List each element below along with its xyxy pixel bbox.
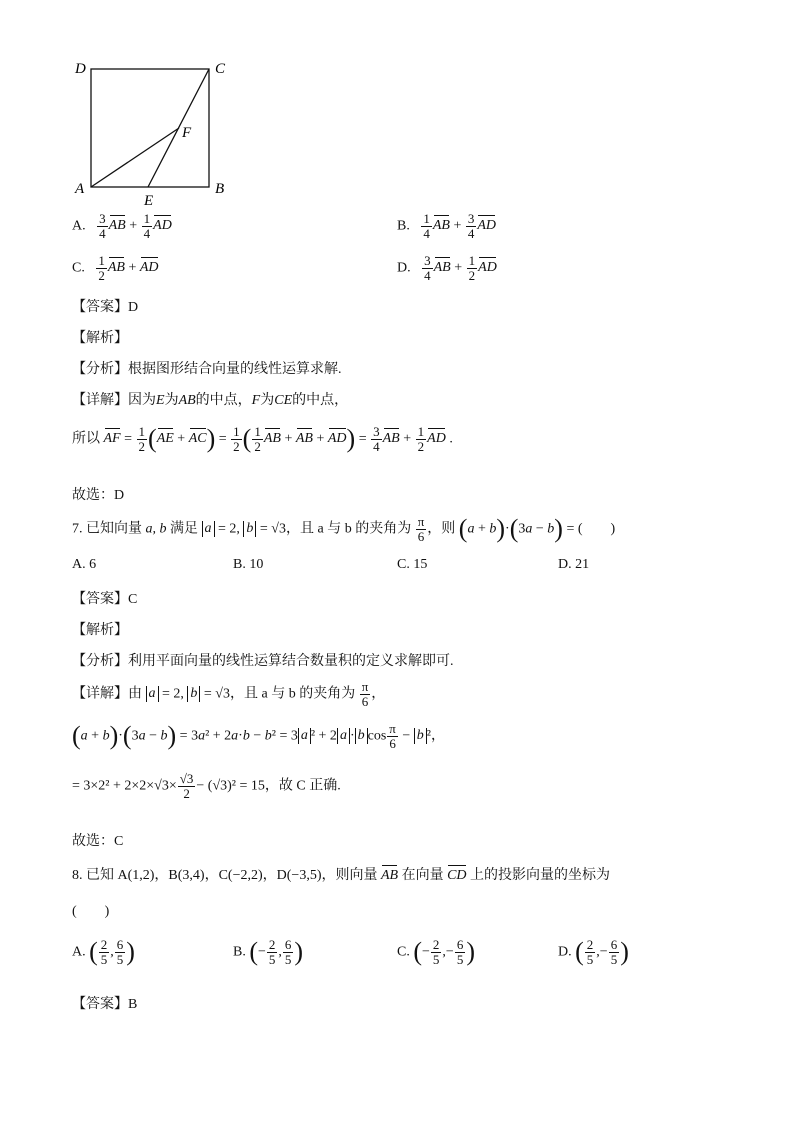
q7-option-c[interactable]: C. 15 <box>397 557 428 572</box>
q6-option-a[interactable]: A. $\frac{3}{4}$ AB + $\frac{1}{4}$ AD <box>72 211 172 241</box>
q7-result: = 3×2² + 2×2×√3× $\frac{√3}{2}$ − (√3)² = 15，故 C 正确. <box>72 771 341 801</box>
segment-af <box>91 128 179 187</box>
label-d: D <box>75 61 86 77</box>
q8-stem: 8. 已知 A(1,2)，B(3,4)，C(−2,2)，D(−3,5)，则向量 AB 在向量 CD 上的投影向量的坐标为 <box>72 868 611 883</box>
label-f: F <box>182 125 192 141</box>
q7-expansion: (a + b)·(3a − b) = 3a² + 2a·b − b² = 3 a ² + 2 a · b cos $\frac{\pi}{6}$ − b ²， <box>72 721 445 751</box>
label-a: A <box>75 181 85 197</box>
q6-answer: 【答案】D <box>72 300 139 315</box>
q8-option-c[interactable]: C. (− $\frac{2}{5}$ ,− $\frac{6}{5}$ ) <box>397 937 475 967</box>
q6-jiexi: 【解析】 <box>72 331 128 346</box>
q8-answer: 【答案】B <box>72 997 138 1012</box>
q6-formula: 所以 AF = $\frac{1}{2}$ (AE + AC) = $\frac{1}{2}$ ( $\frac{1}{2}$ AB + AB + AD) = $\frac{3}{4}$ AB + $\frac{1}{2}$ AD . <box>72 424 453 454</box>
q7-detail: 【详解】由 a = 2, b = √3，且 a 与 b 的夹角为 $\frac{\pi}{6}$ ， <box>72 679 386 709</box>
q7-answer: 【答案】C <box>72 592 138 607</box>
q8-paren: ( ) <box>72 904 110 919</box>
q6-option-c[interactable]: C. $\frac{1}{2}$ AB + AD <box>72 253 159 283</box>
q8-option-d[interactable]: D. ( $\frac{2}{5}$ ,− $\frac{6}{5}$ ) <box>558 937 629 967</box>
segment-ce <box>148 69 209 187</box>
label-e: E <box>144 193 154 209</box>
q8-option-a[interactable]: A. ( $\frac{2}{5}$ , $\frac{6}{5}$ ) <box>72 937 135 967</box>
q6-option-d[interactable]: D. $\frac{3}{4}$ AB + $\frac{1}{2}$ AD <box>397 253 497 283</box>
q7-fenxi: 【分析】利用平面向量的线性运算结合数量积的定义求解即可. <box>72 654 454 669</box>
option-letter: A. <box>72 218 86 234</box>
option-letter: C. <box>72 260 85 276</box>
q6-choose: 故选：D <box>72 488 125 503</box>
label-c: C <box>215 61 226 77</box>
q7-jiexi: 【解析】 <box>72 623 128 638</box>
q7-option-a[interactable]: A. 6 <box>72 557 97 572</box>
square-abcd <box>91 69 209 187</box>
q7-choose: 故选：C <box>72 834 124 849</box>
geometry-figure <box>60 55 250 210</box>
q6-detail: 【详解】因为E为AB的中点，F为CE的中点， <box>72 393 349 408</box>
q7-option-d[interactable]: D. 21 <box>558 557 590 572</box>
option-letter: D. <box>397 260 411 276</box>
label-b: B <box>215 181 225 197</box>
q8-option-b[interactable]: B. (− $\frac{2}{5}$ , $\frac{6}{5}$ ) <box>233 937 304 967</box>
q6-fenxi: 【分析】根据图形结合向量的线性运算求解. <box>72 362 342 377</box>
option-letter: B. <box>397 218 410 234</box>
q6-option-b[interactable]: B. $\frac{1}{4}$ AB + $\frac{3}{4}$ AD <box>397 211 497 241</box>
q7-option-b[interactable]: B. 10 <box>233 557 264 572</box>
q7-stem: 7. 已知向量 a, b 满足 a = 2, b = √3，且 a 与 b 的夹角为 $\frac{\pi}{6}$ ，则 (a + b)·(3a − b) = ( ) <box>72 514 616 544</box>
